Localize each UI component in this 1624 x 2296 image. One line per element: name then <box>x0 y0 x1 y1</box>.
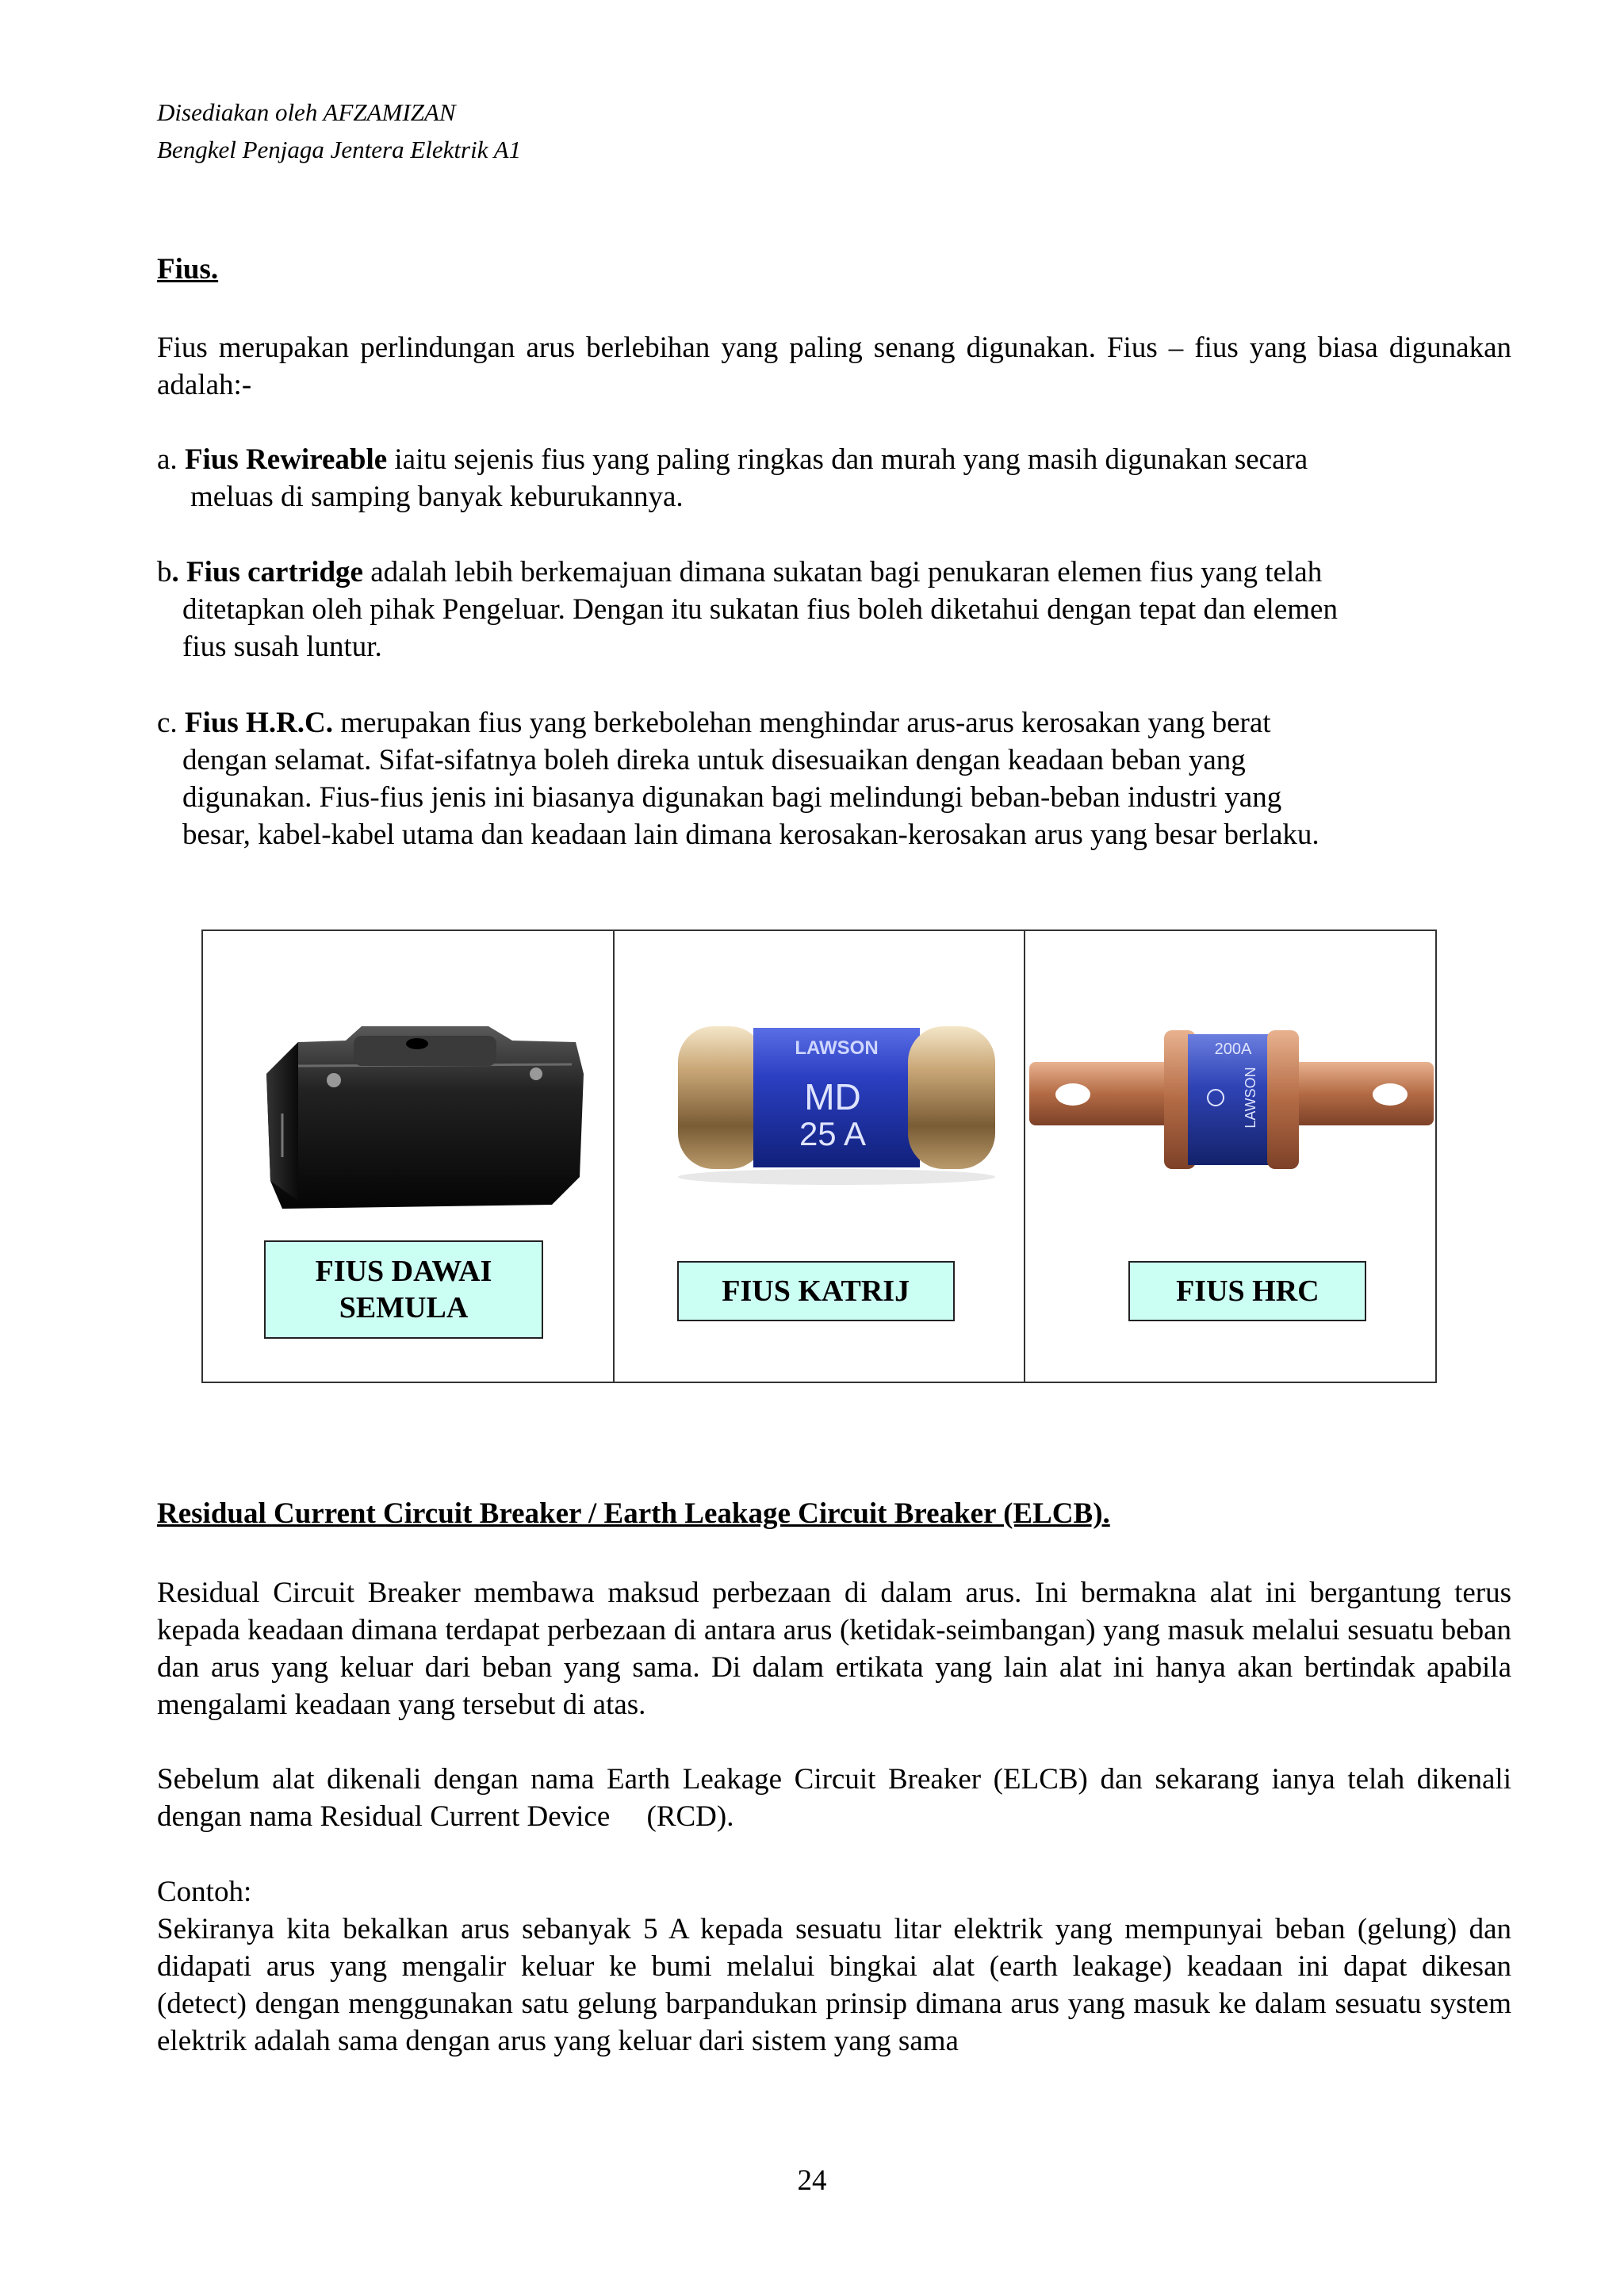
fius-intro-text: Fius merupakan perlindungan arus berlebihan yang paling senang digunakan. Fius – fius yang biasa digunakan adalah:- <box>157 332 1511 401</box>
item-marker: a. <box>157 443 178 476</box>
contoh-paragraph <box>157 1911 1549 2060</box>
elcb-text-1: Residual Circuit Breaker membawa maksud perbezaan di dalam arus. Ini bermakna alat ini bergantung terus kepada keadaan dimana terdapat perbezaan di antara arus (ketidak-seimbangan) yang masuk melalui sesuatu beban dan arus yang keluar dari beban yang sama. Di dalam ertikata yang lain alat ini hanya akan bertindak apabila mengalami keadaan yang tersebut di atas. <box>157 1577 1511 1721</box>
item-text-line: digunakan. Fius-fius jenis ini biasanya digunakan bagi melindungi beban-beban industri yang <box>182 781 1282 814</box>
item-term: Fius Rewireable <box>184 443 388 476</box>
fius-section-title: Fius. <box>157 253 219 286</box>
contoh-heading <box>157 1873 1511 1911</box>
item-text: iaitu sejenis fius yang paling ringkas dan murah yang masih digunakan secara <box>387 443 1308 476</box>
header-author: Disediakan oleh AFZAMIZAN <box>157 98 456 126</box>
katrij-model-print: MD <box>803 1076 861 1117</box>
fius-intro-paragraph <box>157 329 1511 404</box>
katrij-rating-print: 25 A <box>799 1115 866 1152</box>
item-text: merupakan fius yang berkebolehan menghindar arus-arus kerosakan yang berat <box>333 707 1271 739</box>
item-text-line: fius susah luntur. <box>182 631 382 663</box>
elcb-section-title: Residual Current Circuit Breaker / Earth Leakage Circuit Breaker (ELCB). <box>157 1497 1110 1530</box>
contoh-text: Sekiranya kita bekalkan arus sebanyak 5 A kepada sesuatu litar elektrik yang mempunyai beban (gelung) dan didapati arus yang mengalir keluar ke bumi melalui bingkai alat (earth leakage) keadaan ini dapat dikesan (detect) dengan menggunakan satu gelung barpandukan prinsip dimana arus yang masuk ke dalam sesuatu system elektrik adalah sama dengan arus yang keluar dari sistem yang sama <box>157 1913 1549 2057</box>
hrc-rating-print: 200A <box>1214 1041 1252 1058</box>
item-term: . Fius cartridge <box>171 556 363 588</box>
hrc-brand-print: LAWSON <box>1243 1067 1259 1129</box>
label-line: FIUS DAWAI <box>315 1255 492 1288</box>
item-text-line: dengan selamat. Sifat-sifatnya boleh direka untuk disesuaikan dengan keadaan beban yang <box>182 744 1246 776</box>
item-text: adalah lebih berkemajuan dimana sukatan bagi penukaran elemen fius yang telah <box>362 556 1323 588</box>
hrc-fuse-image <box>1025 1018 1438 1201</box>
page-number: 24 <box>797 2164 827 2197</box>
rewireable-fuse-image <box>251 1018 592 1217</box>
elcb-paragraph-2 <box>157 1761 1519 1835</box>
label-line: SEMULA <box>339 1291 469 1324</box>
elcb-paragraph-1 <box>157 1574 1511 1723</box>
item-text-line: meluas di samping banyak keburukannya. <box>190 481 684 513</box>
fius-item-cartridge <box>157 554 1473 665</box>
label-fius-hrc: FIUS HRC <box>1128 1261 1366 1321</box>
elcb-text-2: Sebelum alat dikenali dengan nama Earth Leakage Circuit Breaker (ELCB) dan sekarang ianya telah dikenali dengan nama Residual Current Device (RCD). <box>157 1763 1519 1833</box>
page-header <box>157 94 521 168</box>
item-text-line: ditetapkan oleh pihak Pengeluar. Dengan itu sukatan fius boleh diketahui dengan tepat dan elemen <box>182 593 1338 626</box>
fius-item-rewireable <box>157 441 1473 516</box>
item-term: Fius H.R.C. <box>184 707 334 739</box>
figure-cell-dawai <box>203 931 615 1382</box>
item-marker: c. <box>157 707 178 739</box>
fius-item-hrc <box>157 704 1473 853</box>
item-text-line: besar, kabel-kabel utama dan keadaan lain dimana kerosakan-kerosakan arus yang besar berlaku. <box>182 818 1320 851</box>
figure-cell-hrc <box>1025 931 1435 1382</box>
cartridge-fuse-image <box>662 1010 1011 1193</box>
fuse-figure-table <box>201 930 1437 1383</box>
label-fius-dawai-semula <box>264 1240 543 1339</box>
figure-cell-katrij <box>615 931 1026 1382</box>
katrij-brand-print: LAWSON <box>795 1037 879 1059</box>
header-course: Bengkel Penjaga Jentera Elektrik A1 <box>157 136 522 163</box>
label-fius-katrij: FIUS KATRIJ <box>677 1261 955 1321</box>
item-marker: b <box>157 556 172 588</box>
contoh-label: Contoh: <box>157 1876 252 1908</box>
